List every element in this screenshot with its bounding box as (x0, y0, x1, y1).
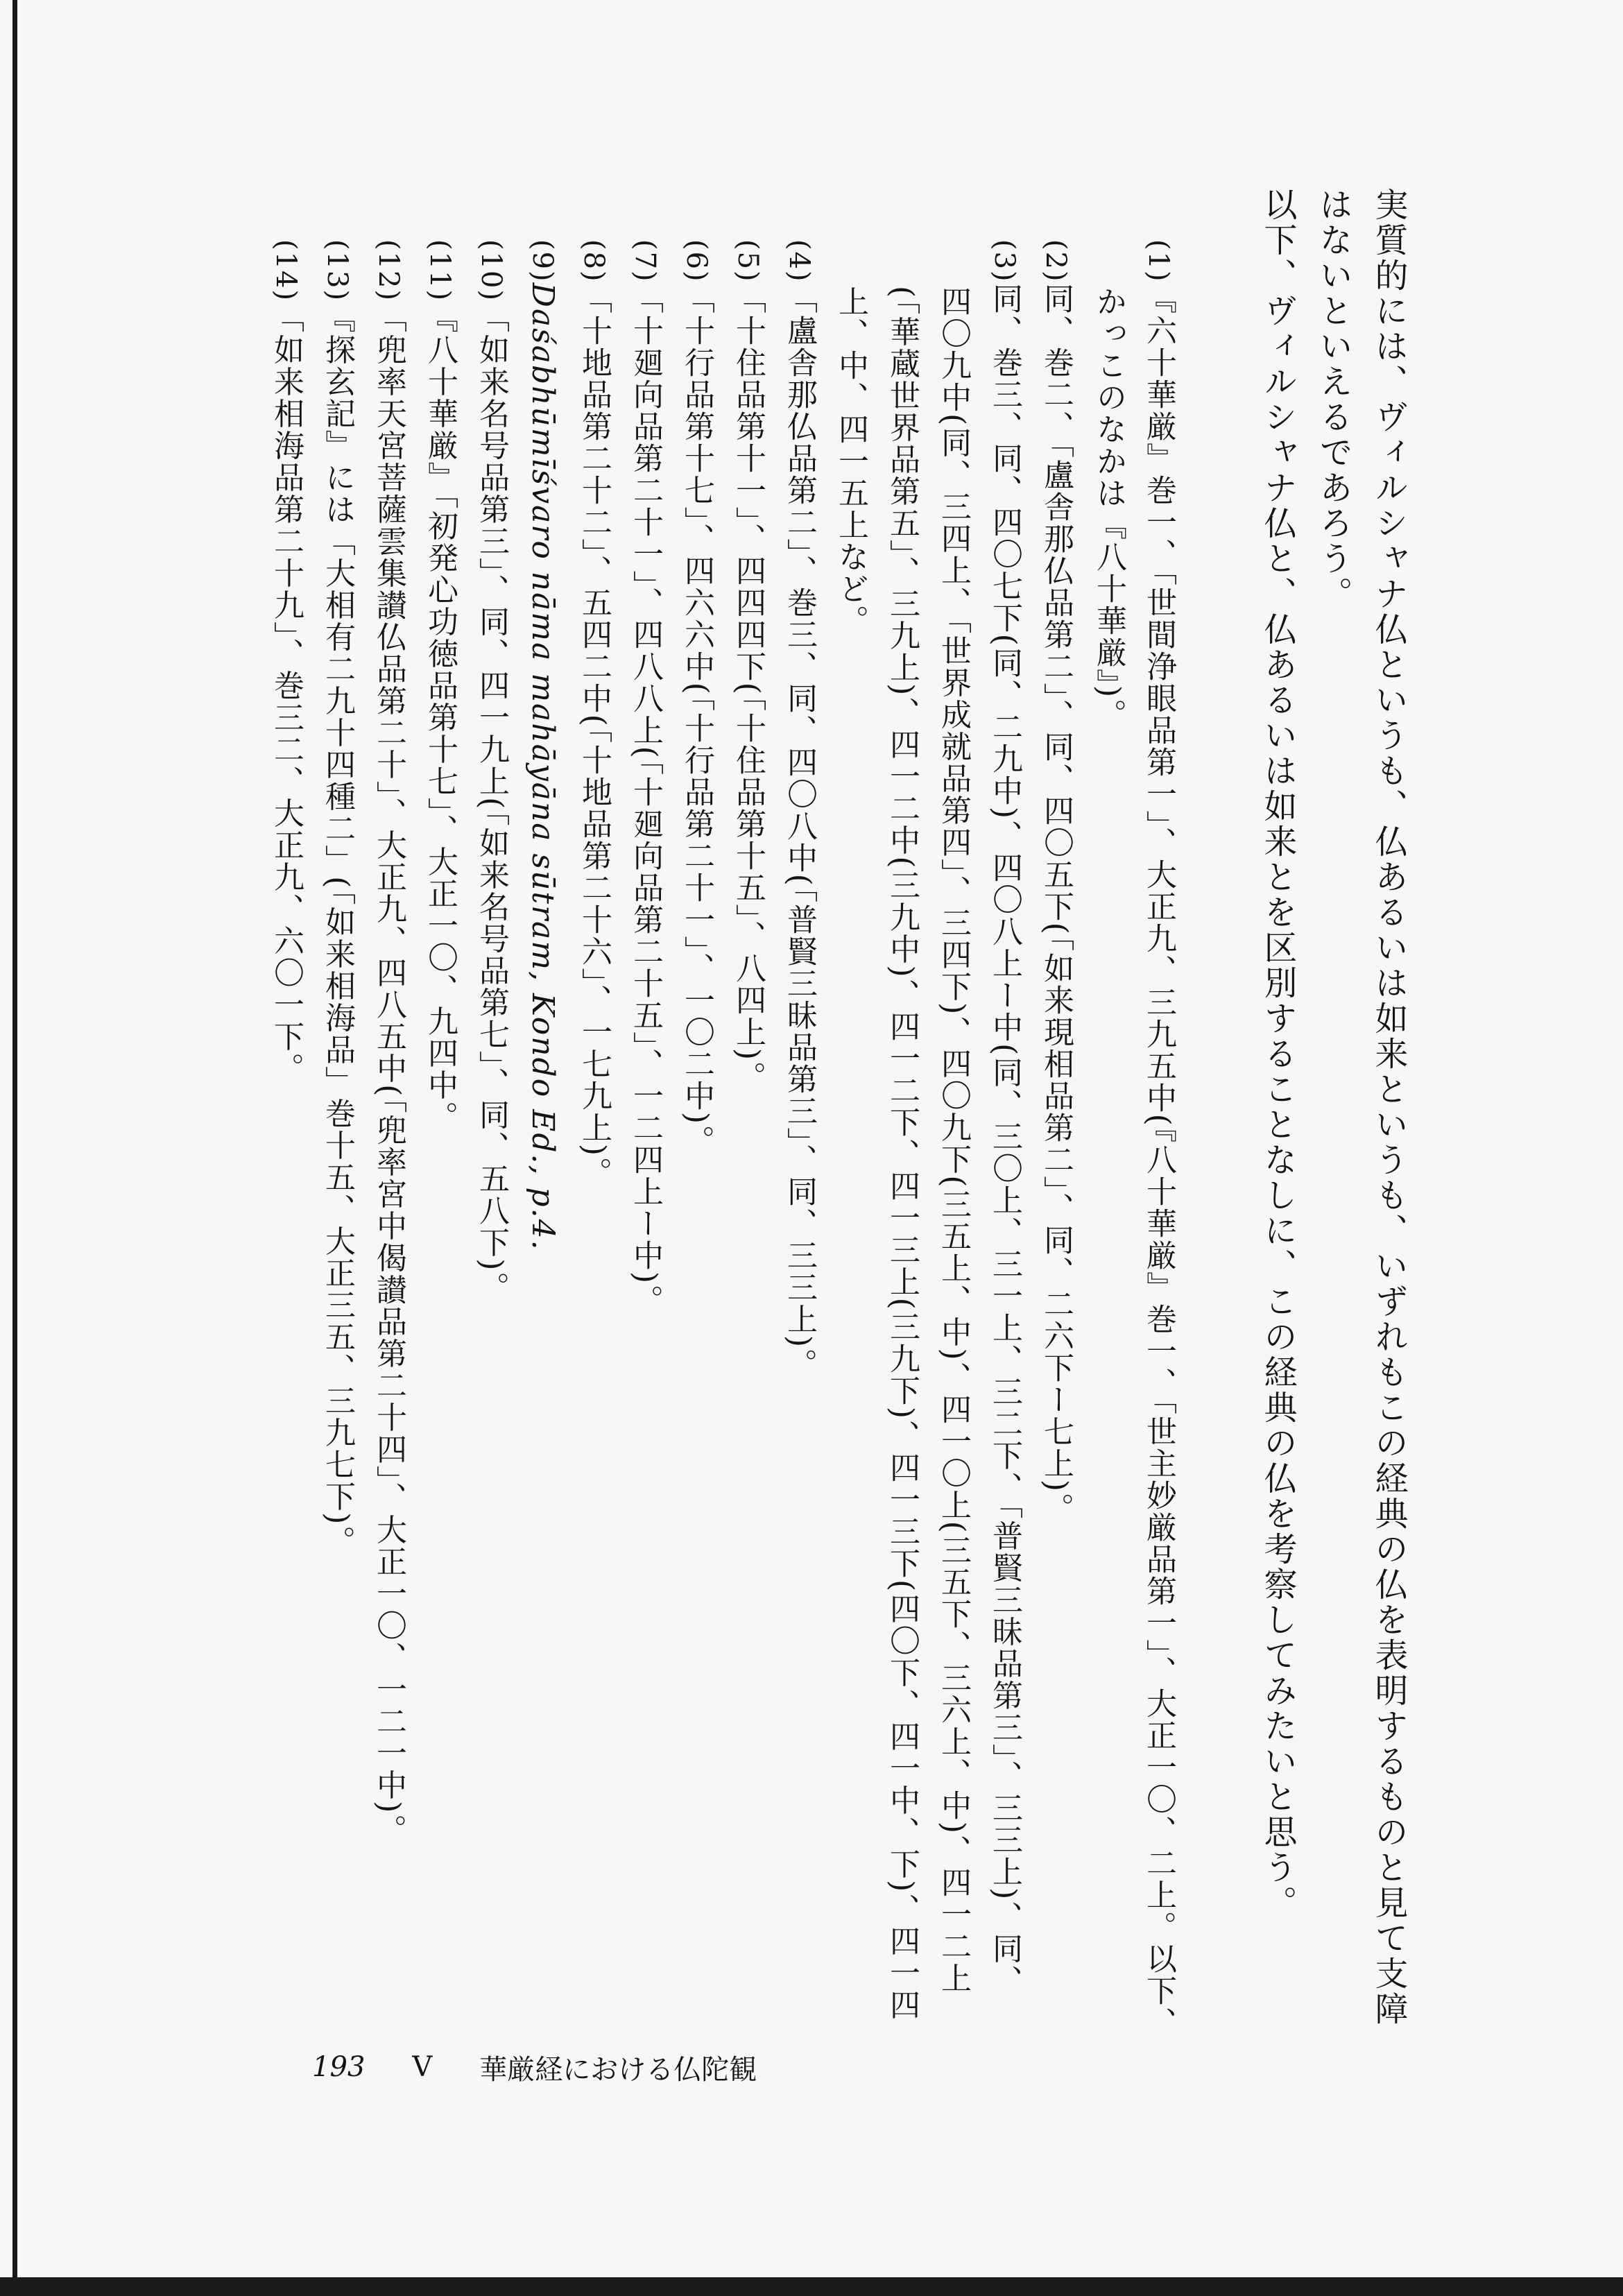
note-number: (9) (526, 239, 558, 283)
note-8 (576, 239, 612, 1190)
note-12 (373, 239, 404, 1846)
note-4 (782, 239, 817, 1381)
note-5 (730, 239, 766, 1094)
note-number: (2) (1040, 239, 1072, 283)
body-line-2: はないといえるであろう。 (1314, 187, 1352, 612)
note-number: (5) (732, 239, 764, 283)
note-2 (1038, 239, 1074, 1525)
note-text: 「十行品第十七」、四六六中(「十行品第二十一」、一〇二中)。 (679, 282, 714, 1158)
note-number: (14) (270, 239, 302, 302)
body-line-1: 実質的には、ヴィルシャナ仏というも、仏あるいは如来というも、いずれもこの経典の仏を表明するものと見て支障 (1369, 187, 1408, 2027)
note-number: (4) (783, 239, 815, 283)
note-13 (320, 239, 355, 1558)
note-text: 『六十華厳』巻一、「世間浄眼品第一」、大正九、三九五中(『八十華厳』巻一、「世主妙厳品第一」、大正一〇、二上。以下、 (1141, 282, 1176, 2039)
note-number: (3) (988, 239, 1020, 283)
note-10 (474, 239, 509, 1304)
note-text: 『探玄記』には「大相有二九十四種二」(「如来相海品」巻十五、大正三五、三九七下)。 (320, 302, 355, 1558)
page-number: 193 (312, 2051, 366, 2083)
note-14 (268, 239, 304, 1085)
note-1-cont: かっこのなかは『八十華厳』)。 (1091, 286, 1126, 731)
scan-left-edge (12, 0, 17, 2286)
note-number: (11) (424, 239, 456, 302)
note-number: (7) (629, 239, 661, 283)
note-3-cont-2: (「華蔵世界品第五」、三九上)、四一二中(三九中)、四一二下、四一三上(三九下)、四一三下(四〇下、四一中、下)、四一四 (884, 286, 920, 2021)
body-line-3: 以下、ヴィルシャナ仏と、仏あるいは如来とを区別することなしに、この経典の仏を考察してみたいと思う。 (1258, 187, 1297, 1921)
note-text: 「如来相海品第二十九」、巻三二、大正九、六〇一下。 (268, 302, 304, 1085)
note-11 (422, 239, 458, 1133)
page-footer (312, 2046, 757, 2088)
note-number: (13) (321, 239, 353, 302)
note-1 (1143, 239, 1174, 2039)
scan-bottom-edge (0, 2277, 1623, 2296)
note-3-cont-1: 四〇九中(同、三四上、「世界成就品第四」、三四下)、四〇九下(三五上、中)、四一〇上(三五下、三六上、中)、四一二上 (936, 286, 971, 1994)
note-text: 同、巻二、「盧舎那仏品第二」、同、四〇五下(「如来現相品第二」、同、二六下ー七上)。 (1038, 282, 1074, 1525)
note-3-cont-3: 上、中、四一五上など。 (833, 286, 868, 637)
chapter-number: V (412, 2051, 433, 2083)
note-number: (6) (680, 239, 712, 283)
note-number: (1) (1142, 239, 1174, 283)
note-number: (12) (372, 239, 404, 302)
note-9 (527, 239, 558, 1251)
note-text: Daśabhūmīśvaro nāma mahāyāna sūtram, Kondo Ed., p.4. (525, 282, 560, 1251)
note-text: 「十地品第二十二」、五四二中(「十地品第二十六」、一七九上)。 (576, 282, 612, 1190)
note-text: 「盧舎那仏品第二」、巻三、同、四〇八中(「普賢三昧品第三」、同、三三上)。 (782, 282, 817, 1381)
note-3 (989, 239, 1020, 1996)
note-number: (8) (578, 239, 610, 283)
chapter-title: 華厳経における仏陀観 (479, 2053, 757, 2086)
note-7 (628, 239, 663, 1317)
note-text: 「如来名号品第三」、同、四一九上(「如来名号品第七」、同、五八下)。 (474, 302, 509, 1304)
note-text: 『八十華厳』「初発心功徳品第十七」、大正一〇、九四中。 (422, 302, 458, 1133)
note-number: (10) (475, 239, 507, 302)
note-text: 「十住品第十一」、四四四下(「十住品第十五」、八四上)。 (730, 282, 766, 1094)
note-text: 「十廻向品第二十一」、四八八上(「十廻向品第二十五」、一二四上ー中)。 (628, 282, 663, 1317)
note-6 (681, 239, 712, 1157)
note-text: 「兜率天宮菩薩雲集讃仏品第二十」、大正九、四八五中(「兜率宮中偈讃品第二十四」、大正一〇、一二一中)。 (371, 302, 406, 1847)
note-text: 同、巻三、同、四〇七下(同、二九中)、四〇八上ー中(同、三〇上、三一上、三二下、「普賢三昧品第三」、三三上)、同、 (987, 282, 1022, 1997)
